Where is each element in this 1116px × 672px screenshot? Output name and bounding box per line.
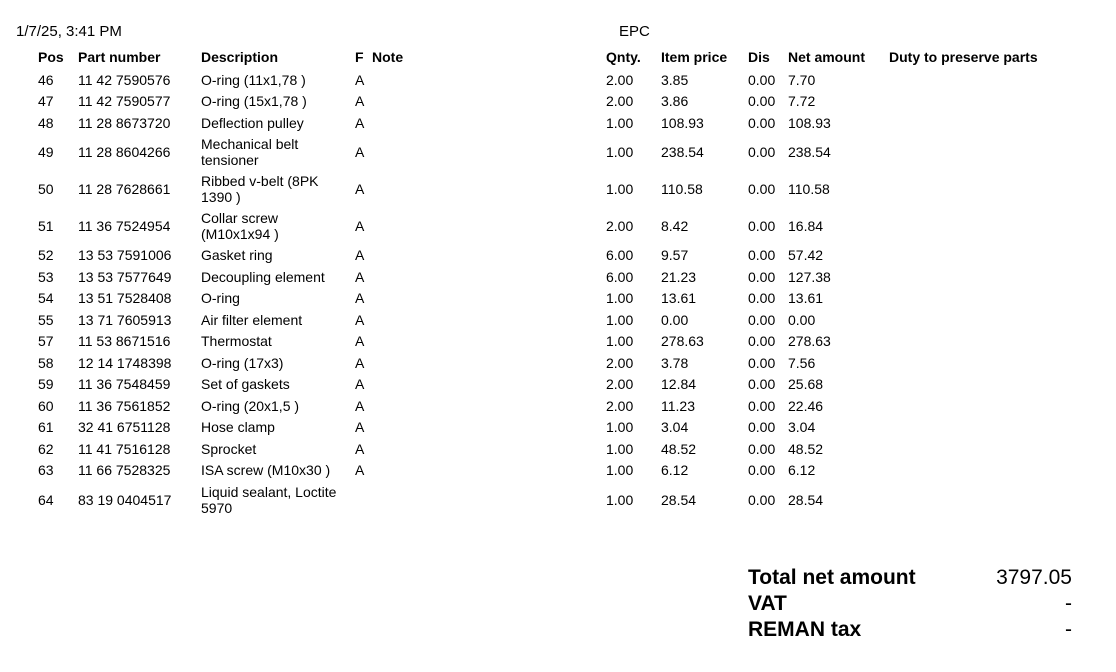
- cell-net-amount: 127.38: [788, 268, 831, 285]
- cell-net-amount: 110.58: [788, 181, 830, 197]
- cell-pos: 53: [38, 268, 54, 285]
- cell-description: O-ring (15x1,78 ): [201, 93, 307, 110]
- col-header-dis: Dis: [748, 49, 770, 65]
- cell-duty: [883, 395, 1062, 417]
- cell-part-number: 11 28 8673720: [78, 114, 171, 131]
- cell-item-price: 3.85: [661, 71, 689, 88]
- cell-note: [366, 374, 606, 396]
- cell-part-number: 12 14 1748398: [78, 354, 172, 371]
- cell-qty: 1.00: [606, 181, 634, 197]
- cell-net-amount: 22.46: [788, 397, 824, 414]
- cell-net-amount: 28.54: [788, 491, 824, 508]
- cell-part-number: 11 36 7561852: [78, 397, 171, 414]
- cell-duty: [883, 171, 1062, 208]
- cell-item-price: 28.54: [661, 491, 697, 508]
- cell-dis: 0.00: [748, 354, 776, 371]
- cell-note: [366, 309, 606, 331]
- cell-qty: 1.00: [606, 462, 634, 479]
- cell-item-price: 3.04: [661, 419, 689, 436]
- cell-qty: 1.00: [606, 491, 634, 508]
- cell-net-amount: 48.52: [788, 440, 824, 457]
- cell-duty: [883, 208, 1062, 245]
- cell-dis: 0.00: [748, 93, 776, 110]
- cell-note: [366, 134, 606, 171]
- cell-description: O-ring: [201, 290, 240, 307]
- cell-pos: 54: [38, 290, 54, 307]
- cell-duty: [883, 481, 1062, 518]
- cell-pos: 58: [38, 354, 54, 371]
- cell-item-price: 48.52: [661, 440, 697, 457]
- cell-dis: 0.00: [748, 247, 776, 264]
- cell-description: Ribbed v-belt (8PK 1390 ): [201, 173, 319, 205]
- cell-duty: [883, 134, 1062, 171]
- cell-dis: 0.00: [748, 333, 776, 350]
- cell-item-price: 11.23: [661, 397, 695, 414]
- cell-pos: 46: [38, 71, 54, 88]
- cell-net-amount: 25.68: [788, 376, 824, 393]
- cell-part-number: 11 41 7516128: [78, 440, 171, 457]
- cell-dis: 0.00: [748, 397, 776, 414]
- totals-block: [748, 565, 1072, 643]
- cell-note: [366, 331, 606, 353]
- cell-qty: 1.00: [606, 440, 634, 457]
- cell-dis: 0.00: [748, 114, 776, 131]
- table-row: [32, 171, 1062, 208]
- col-header-note: Note: [372, 49, 404, 65]
- col-header-item-price: Item price: [661, 49, 728, 65]
- cell-note: [366, 460, 606, 482]
- vat-value: -: [1065, 592, 1072, 615]
- cell-note: [366, 112, 606, 134]
- cell-description: Liquid sealant, Loctite 5970: [201, 483, 337, 516]
- cell-item-price: 0.00: [661, 311, 689, 328]
- cell-f: A: [355, 311, 365, 328]
- cell-duty: [883, 245, 1062, 267]
- total-net-label: Total net amount: [748, 566, 916, 589]
- cell-dis: 0.00: [748, 311, 776, 328]
- cell-item-price: 9.57: [661, 247, 689, 264]
- cell-f: A: [355, 218, 365, 234]
- cell-dis: 0.00: [748, 71, 776, 88]
- cell-description: Thermostat: [201, 333, 272, 350]
- cell-description: Sprocket: [201, 440, 257, 457]
- cell-part-number: 13 51 7528408: [78, 290, 172, 307]
- cell-f: A: [355, 333, 365, 350]
- cell-duty: [883, 438, 1062, 460]
- table-row: [32, 112, 1062, 134]
- cell-pos: 49: [38, 144, 54, 160]
- table-row: [32, 208, 1062, 245]
- cell-note: [366, 417, 606, 439]
- cell-description: O-ring (17x3): [201, 354, 284, 371]
- cell-item-price: 238.54: [661, 144, 704, 160]
- cell-item-price: 108.93: [661, 114, 704, 131]
- cell-note: [366, 171, 606, 208]
- cell-net-amount: 7.56: [788, 354, 816, 371]
- table-row: [32, 91, 1062, 113]
- cell-qty: 2.00: [606, 71, 634, 88]
- cell-item-price: 6.12: [661, 462, 689, 479]
- table-row: [32, 438, 1062, 460]
- cell-duty: [883, 417, 1062, 439]
- cell-net-amount: 13.61: [788, 290, 824, 307]
- cell-description: Collar screw (M10x1x94 ): [201, 210, 279, 242]
- cell-qty: 1.00: [606, 290, 634, 307]
- cell-qty: 1.00: [606, 311, 634, 328]
- cell-description: O-ring (11x1,78 ): [201, 71, 306, 88]
- cell-dis: 0.00: [748, 462, 776, 479]
- cell-qty: 2.00: [606, 93, 634, 110]
- cell-dis: 0.00: [748, 144, 776, 160]
- reman-row: [748, 617, 1072, 643]
- cell-note: [366, 288, 606, 310]
- cell-f: A: [355, 290, 365, 307]
- cell-item-price: 13.61: [661, 290, 697, 307]
- cell-pos: 57: [38, 333, 54, 350]
- cell-dis: 0.00: [748, 218, 776, 234]
- cell-description: ISA screw (M10x30 ): [201, 462, 331, 479]
- cell-f: A: [355, 114, 365, 131]
- cell-note: [366, 266, 606, 288]
- table-row: [32, 481, 1062, 518]
- table-row: [32, 331, 1062, 353]
- cell-net-amount: 3.04: [788, 419, 816, 436]
- cell-f: A: [355, 354, 365, 371]
- cell-qty: 2.00: [606, 354, 634, 371]
- parts-table: [32, 45, 1062, 518]
- cell-pos: 62: [38, 440, 54, 457]
- cell-note: [366, 69, 606, 91]
- col-header-description: Description: [201, 49, 279, 65]
- cell-duty: [883, 331, 1062, 353]
- col-header-part-number: Part number: [78, 49, 161, 65]
- reman-label: REMAN tax: [748, 618, 862, 641]
- col-header-net-amount: Net amount: [788, 49, 865, 65]
- col-header-f: F: [355, 49, 364, 65]
- cell-duty: [883, 91, 1062, 113]
- cell-description: Deflection pulley: [201, 114, 304, 131]
- cell-dis: 0.00: [748, 181, 776, 197]
- table-header-row: [32, 45, 1062, 69]
- cell-dis: 0.00: [748, 290, 776, 307]
- document-title: EPC: [619, 23, 650, 40]
- cell-part-number: 13 53 7577649: [78, 268, 172, 285]
- cell-f: A: [355, 419, 365, 436]
- cell-pos: 52: [38, 247, 54, 264]
- cell-part-number: 32 41 6751128: [78, 419, 171, 436]
- cell-part-number: 11 42 7590576: [78, 71, 171, 88]
- table-row: [32, 266, 1062, 288]
- cell-pos: 55: [38, 311, 54, 328]
- cell-description: Decoupling element: [201, 268, 325, 285]
- table-row: [32, 245, 1062, 267]
- cell-f: A: [355, 181, 365, 197]
- cell-dis: 0.00: [748, 376, 776, 393]
- cell-net-amount: 278.63: [788, 333, 831, 350]
- cell-pos: 59: [38, 376, 54, 393]
- cell-note: [366, 438, 606, 460]
- cell-duty: [883, 352, 1062, 374]
- cell-pos: 50: [38, 181, 54, 197]
- cell-qty: 1.00: [606, 144, 634, 160]
- cell-pos: 51: [38, 218, 54, 234]
- table-row: [32, 460, 1062, 482]
- cell-item-price: 110.58: [661, 181, 703, 197]
- cell-item-price: 3.78: [661, 354, 689, 371]
- cell-qty: 6.00: [606, 268, 634, 285]
- cell-qty: 1.00: [606, 419, 634, 436]
- reman-value: -: [1065, 618, 1072, 641]
- cell-net-amount: 57.42: [788, 247, 824, 264]
- cell-part-number: 11 66 7528325: [78, 462, 171, 479]
- cell-net-amount: 7.72: [788, 93, 816, 110]
- cell-f: A: [355, 397, 365, 414]
- cell-f: A: [355, 247, 365, 264]
- cell-duty: [883, 112, 1062, 134]
- cell-pos: 47: [38, 93, 54, 110]
- cell-item-price: 8.42: [661, 218, 689, 234]
- cell-dis: 0.00: [748, 268, 776, 285]
- cell-f: A: [355, 462, 365, 479]
- vat-label: VAT: [748, 592, 787, 615]
- cell-description: Air filter element: [201, 311, 303, 328]
- cell-note: [366, 91, 606, 113]
- col-header-qty: Qnty.: [606, 49, 641, 65]
- cell-qty: 2.00: [606, 376, 634, 393]
- cell-part-number: 13 53 7591006: [78, 247, 172, 264]
- cell-qty: 1.00: [606, 333, 634, 350]
- cell-duty: [883, 288, 1062, 310]
- cell-pos: 61: [38, 419, 54, 436]
- cell-item-price: 3.86: [661, 93, 689, 110]
- cell-dis: 0.00: [748, 419, 776, 436]
- cell-part-number: 11 36 7548459: [78, 376, 171, 393]
- cell-note: [366, 245, 606, 267]
- col-header-pos: Pos: [38, 49, 64, 65]
- cell-part-number: 11 42 7590577: [78, 93, 171, 110]
- cell-note: [366, 208, 606, 245]
- table-row: [32, 134, 1062, 171]
- cell-dis: 0.00: [748, 440, 776, 457]
- table-row: [32, 395, 1062, 417]
- cell-qty: 2.00: [606, 218, 634, 234]
- cell-description: Set of gaskets: [201, 376, 290, 393]
- cell-item-price: 278.63: [661, 333, 704, 350]
- table-row: [32, 352, 1062, 374]
- cell-duty: [883, 266, 1062, 288]
- print-datetime: 1/7/25, 3:41 PM: [16, 23, 122, 40]
- cell-item-price: 21.23: [661, 268, 697, 285]
- cell-note: [366, 481, 606, 518]
- cell-part-number: 11 53 8671516: [78, 333, 171, 350]
- cell-part-number: 83 19 0404517: [78, 491, 172, 508]
- cell-part-number: 11 28 7628661: [78, 181, 171, 197]
- cell-dis: 0.00: [748, 491, 776, 508]
- cell-description: Gasket ring: [201, 247, 273, 264]
- cell-duty: [883, 460, 1062, 482]
- cell-part-number: 13 71 7605913: [78, 311, 172, 328]
- cell-pos: 48: [38, 114, 54, 131]
- cell-net-amount: 0.00: [788, 311, 816, 328]
- cell-net-amount: 238.54: [788, 144, 831, 160]
- cell-qty: 1.00: [606, 114, 634, 131]
- cell-duty: [883, 309, 1062, 331]
- cell-f: A: [355, 376, 365, 393]
- cell-pos: 64: [38, 491, 54, 508]
- cell-description: O-ring (20x1,5 ): [201, 397, 300, 414]
- cell-net-amount: 16.84: [788, 218, 824, 234]
- cell-net-amount: 108.93: [788, 114, 831, 131]
- cell-f: A: [355, 144, 365, 160]
- cell-qty: 2.00: [606, 397, 634, 414]
- cell-duty: [883, 69, 1062, 91]
- cell-description: Hose clamp: [201, 419, 275, 436]
- cell-description: Mechanical belt tensioner: [201, 136, 299, 168]
- table-row: [32, 69, 1062, 91]
- cell-part-number: 11 36 7524954: [78, 218, 171, 234]
- cell-f: A: [355, 93, 365, 110]
- table-row: [32, 374, 1062, 396]
- cell-f: A: [355, 440, 365, 457]
- cell-pos: 63: [38, 462, 54, 479]
- cell-part-number: 11 28 8604266: [78, 144, 171, 160]
- total-net-value: 3797.05: [996, 566, 1072, 589]
- cell-f: [349, 481, 366, 518]
- cell-pos: 60: [38, 397, 54, 414]
- cell-net-amount: 6.12: [788, 462, 816, 479]
- col-header-duty: Duty to preserve parts: [889, 49, 1038, 65]
- cell-net-amount: 7.70: [788, 71, 816, 88]
- cell-note: [366, 395, 606, 417]
- cell-note: [366, 352, 606, 374]
- vat-row: [748, 591, 1072, 617]
- table-row: [32, 417, 1062, 439]
- table-row: [32, 309, 1062, 331]
- total-net-row: [748, 565, 1072, 591]
- cell-qty: 6.00: [606, 247, 634, 264]
- cell-f: A: [355, 71, 365, 88]
- cell-item-price: 12.84: [661, 376, 697, 393]
- cell-duty: [883, 374, 1062, 396]
- table-row: [32, 288, 1062, 310]
- cell-f: A: [355, 268, 365, 285]
